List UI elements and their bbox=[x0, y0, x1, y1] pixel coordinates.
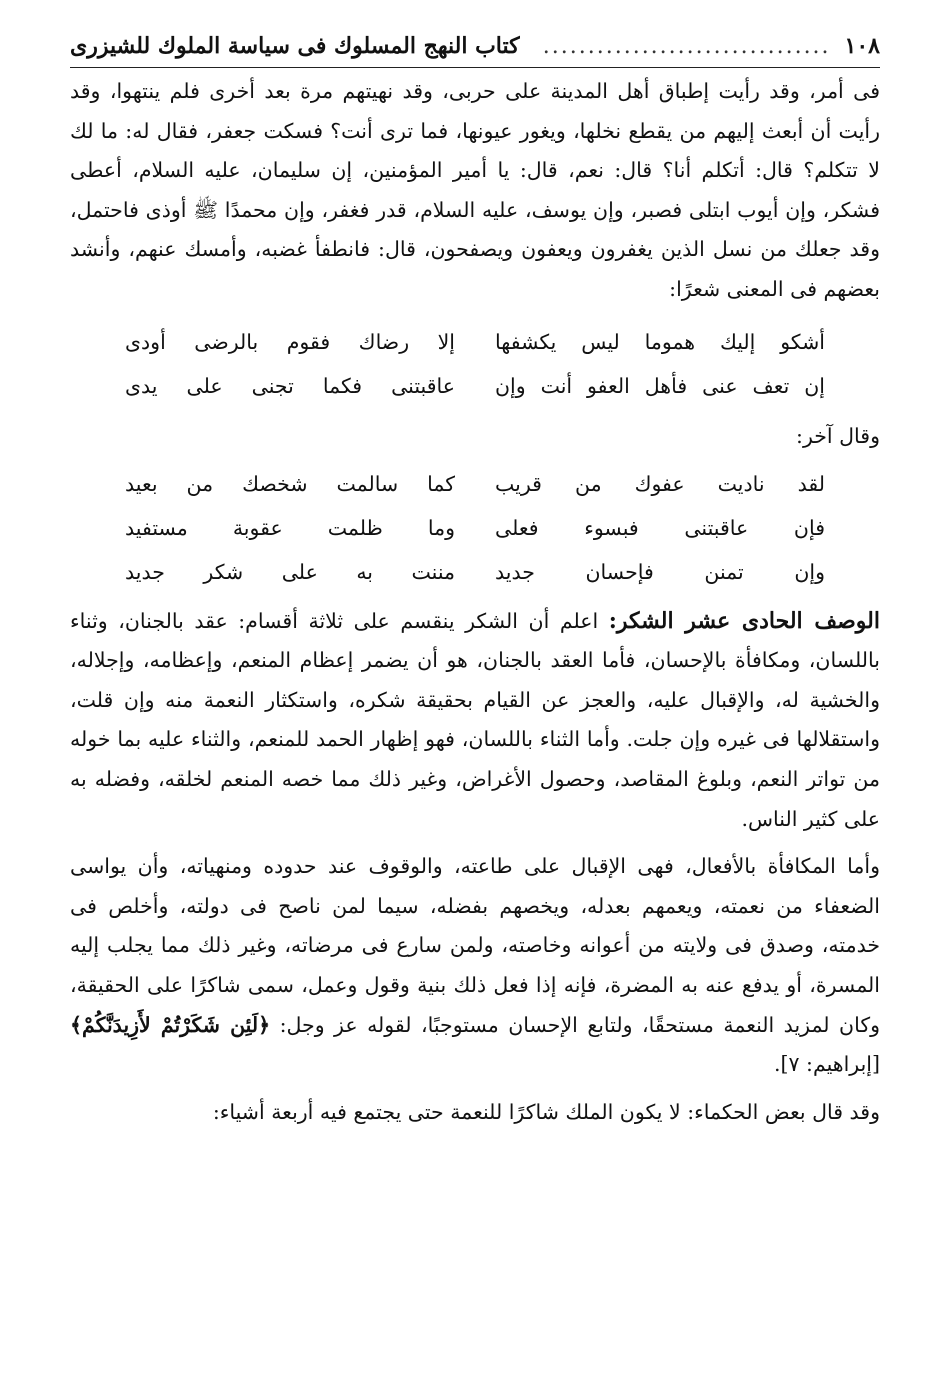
header-leader-dots: ................................ bbox=[542, 34, 831, 59]
verse-second-hemistich: وما ظلمت عقوبة مستفيد bbox=[125, 515, 455, 540]
verse-second-hemistich: عاقبتنى فكما تجنى على يدى bbox=[125, 373, 455, 398]
poem-verse bbox=[125, 320, 825, 364]
verse-first-hemistich: إن تعف عنى فأهل العفو أنت وإن bbox=[495, 373, 825, 398]
verse-first-hemistich: أشكو إليك هموما ليس يكشفها bbox=[495, 329, 825, 354]
poem-verse bbox=[125, 364, 825, 408]
quote-reference: [إبراهيم: ٧]. bbox=[774, 1052, 880, 1077]
poem-2 bbox=[125, 462, 825, 594]
running-header bbox=[70, 30, 880, 68]
poem-verse bbox=[125, 506, 825, 550]
paragraph-deeds bbox=[70, 847, 880, 1085]
quran-quote: ﴿لَئِن شَكَرْتُمْ لأَزِيدَنَّكُمْ﴾ bbox=[70, 1012, 271, 1037]
poem-verse bbox=[125, 462, 825, 506]
verse-first-hemistich: وإن تمنن فإحسان جديد bbox=[495, 559, 825, 584]
poem-verse bbox=[125, 550, 825, 594]
poem-1 bbox=[125, 320, 825, 408]
book-page bbox=[70, 30, 880, 1132]
verse-first-hemistich: لقد ناديت عفوك من قريب bbox=[495, 471, 825, 496]
page-number: ١٠٨ bbox=[844, 33, 880, 59]
verse-second-hemistich: مننت به على شكر جديد bbox=[125, 559, 455, 584]
paragraph-sages: وقد قال بعض الحكماء: لا يكون الملك شاكرًا للنعمة حتى يجتمع فيه أربعة أشياء: bbox=[212, 1099, 880, 1124]
second-poem-intro: وقال آخر: bbox=[796, 423, 880, 448]
paragraph-1: فى أمر، وقد رأيت إطباق أهل المدينة على حربى، وقد نهيتهم مرة بعد أخرى فلم ينتهوا، وقد رأيت أن أبعث إليهم من يقطع نخلها، ويغور عيونها، فما ترى أنت؟ فسكت جعفر، فقال له: ما لك لا تتكلم؟ قال: أتكلم أنا؟ قال: نعم، قال: يا أمير المؤمنين، إن سليمان، عليه السلام، أعطى فشكر، وإن أيوب ابتلى فصبر، وإن يوسف، عليه السلام، قدر فغفر، وإن محمدًا ﷺ أوذى فاحتمل، وقد جعلك من نسل الذين يغفرون ويعفون ويصفحون، قال: فانطفأ غضبه، وأمسك عنهم، وأنشد بعضهم فى المعنى شعرًا: bbox=[70, 79, 880, 301]
verse-first-hemistich: فإن عاقبتنى فبسوء فعلى bbox=[495, 515, 825, 540]
paragraph-text: وأما المكافأة بالأفعال، فهى الإقبال على طاعته، والوقوف عند حدوده ومنهياته، وأن يواسى الضعفاء من نعمته، ويعمهم بعدله، ويخصهم بفضله، سيما لمن ناصح فى دولته، وأخلص فى خدمته، وصدق فى ولايته من أعوانه وخاصته، ولمن سارع فى مرضاته، وغير ذلك مما يجلب إليه المسرة، أو يدفع عنه به المضرة، فإنه إذا فعل ذلك بنية وقول وعمل، سمى شاكرًا على الحقيقة، وكان لمزيد النعمة مستحقًا، ولتابع الإحسان مستوجبًا، لقوله عز وجل: bbox=[70, 854, 880, 1037]
paragraph-text: اعلم أن الشكر ينقسم على ثلاثة أقسام: عقد بالجنان، وثناء باللسان، ومكافأة بالإحسان، فأما العقد بالجنان، هو أن يضمر إعظام المنعم، وإعظامه، وإجلاله، والخشية له، والإقبال عليه، والعجز عن القيام بحقيقة شكره، واستكثار النعمة منه وإن قلت، واستقلالها فى غيره وإن جلت. وأما الثناء باللسان، فهو إظهار الحمد للمنعم، والثناء عليه بما خوله من تواتر النعم، وبلوغ المقاصد، وحصول الأغراض، وغير ذلك مما خصه المنعم لخلقه، وفضله به على كثير الناس. bbox=[70, 608, 880, 831]
verse-second-hemistich: كما سالمت شخصك من بعيد bbox=[125, 471, 455, 496]
paragraph-gratitude bbox=[70, 602, 880, 840]
section-heading: الوصف الحادى عشر الشكر: bbox=[608, 607, 880, 634]
verse-second-hemistich: إلا رضاك فقوم بالرضى أودى bbox=[125, 329, 455, 354]
book-title: كتاب النهج المسلوك فى سياسة الملوك للشيزرى bbox=[70, 33, 520, 59]
